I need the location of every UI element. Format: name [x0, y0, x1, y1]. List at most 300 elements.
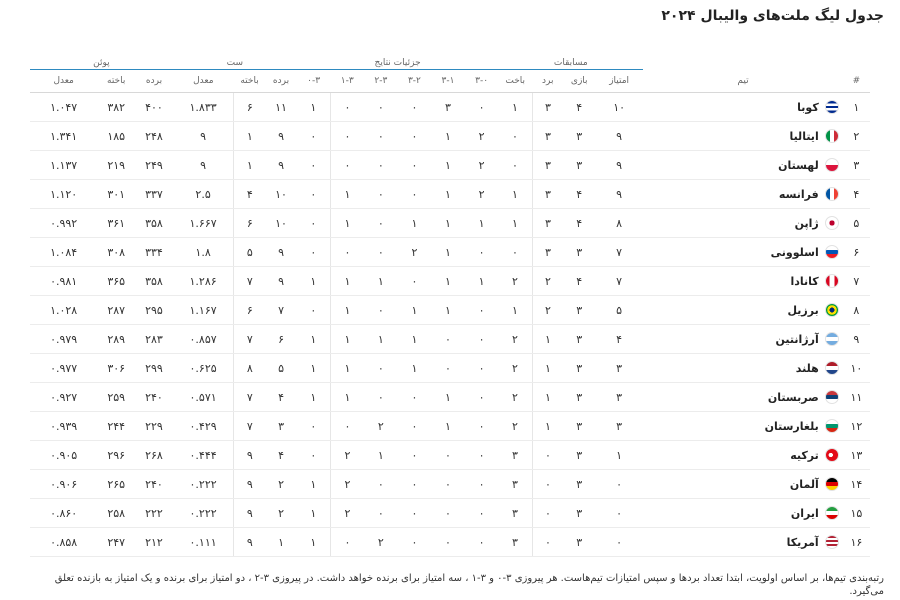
- r23-cell: ۱: [364, 325, 398, 354]
- col-points-lost: باخته: [97, 70, 135, 93]
- points-lost-cell: ۲۸۷: [97, 296, 135, 325]
- flag-canada-icon: [825, 274, 839, 288]
- col-lost: باخت: [498, 70, 532, 93]
- table-body: [30, 93, 870, 557]
- rank-cell: ۱۴: [843, 470, 870, 499]
- sets-lost-cell: ۸: [234, 354, 265, 383]
- sets-lost-cell: ۱: [234, 122, 265, 151]
- points-ratio-cell: ۰.۹۸۱: [30, 267, 97, 296]
- sets-won-cell: ۵: [265, 354, 296, 383]
- points-ratio-cell: ۰.۸۵۸: [30, 528, 97, 557]
- col-points-won: برده: [135, 70, 173, 93]
- r31-cell: ۱: [431, 383, 465, 412]
- won-cell: ۲: [532, 267, 563, 296]
- played-cell: ۳: [563, 238, 594, 267]
- points-won-cell: ۲۲۲: [135, 499, 173, 528]
- col-sets-ratio: معدل: [173, 70, 234, 93]
- group-sets: ست: [173, 48, 297, 70]
- sets-ratio-cell: ۱.۱۶۷: [173, 296, 234, 325]
- r30-cell: ۰: [465, 354, 499, 383]
- group-points: پوئن: [30, 48, 173, 70]
- sets-won-cell: ۹: [265, 122, 296, 151]
- table-row: [30, 412, 870, 441]
- table-row: [30, 122, 870, 151]
- r32-cell: ۱: [398, 209, 432, 238]
- sets-won-cell: ۴: [265, 383, 296, 412]
- lost-cell: ۳: [498, 441, 532, 470]
- points-lost-cell: ۲۶۵: [97, 470, 135, 499]
- lost-cell: ۰: [498, 122, 532, 151]
- score-cell: ۸: [595, 209, 643, 238]
- won-cell: ۱: [532, 383, 563, 412]
- score-cell: ۹: [595, 151, 643, 180]
- lost-cell: ۱: [498, 180, 532, 209]
- won-cell: ۳: [532, 209, 563, 238]
- points-ratio-cell: ۰.۹۰۵: [30, 441, 97, 470]
- r30-cell: ۰: [465, 93, 499, 122]
- lost-cell: ۲: [498, 383, 532, 412]
- sets-won-cell: ۹: [265, 238, 296, 267]
- sets-ratio-cell: ۰.۲۲۲: [173, 470, 234, 499]
- score-cell: ۰: [595, 528, 643, 557]
- points-ratio-cell: ۰.۹۲۷: [30, 383, 97, 412]
- table-row: [30, 383, 870, 412]
- points-ratio-cell: ۰.۹۷۷: [30, 354, 97, 383]
- sets-lost-cell: ۷: [234, 325, 265, 354]
- r31-cell: ۰: [431, 354, 465, 383]
- points-lost-cell: ۳۶۵: [97, 267, 135, 296]
- r30-cell: ۲: [465, 180, 499, 209]
- team-name: کوبا: [797, 100, 819, 114]
- sets-ratio-cell: ۹: [173, 122, 234, 151]
- r31-cell: ۱: [431, 296, 465, 325]
- played-cell: ۳: [563, 354, 594, 383]
- r13-cell: ۱: [330, 383, 364, 412]
- r31-cell: ۱: [431, 180, 465, 209]
- team-name: ترکیه: [790, 448, 819, 462]
- lost-cell: ۳: [498, 470, 532, 499]
- sets-ratio-cell: ۰.۸۵۷: [173, 325, 234, 354]
- team-name: هلند: [795, 361, 819, 375]
- sets-won-cell: ۱۱: [265, 93, 296, 122]
- played-cell: ۳: [563, 499, 594, 528]
- team-cell: [643, 267, 842, 296]
- points-ratio-cell: ۰.۹۰۶: [30, 470, 97, 499]
- flag-slovenia-icon: [825, 245, 839, 259]
- won-cell: ۰: [532, 499, 563, 528]
- table-row: [30, 151, 870, 180]
- column-header-row: [30, 70, 870, 93]
- rank-cell: ۴: [843, 180, 870, 209]
- points-ratio-cell: ۱.۱۳۷: [30, 151, 97, 180]
- lost-cell: ۲: [498, 412, 532, 441]
- table-row: [30, 528, 870, 557]
- sets-ratio-cell: ۰.۴۴۴: [173, 441, 234, 470]
- r23-cell: ۱: [364, 441, 398, 470]
- team-cell: [643, 528, 842, 557]
- sets-won-cell: ۱۰: [265, 180, 296, 209]
- points-ratio-cell: ۰.۸۶۰: [30, 499, 97, 528]
- sets-lost-cell: ۷: [234, 267, 265, 296]
- r13-cell: ۰: [330, 122, 364, 151]
- played-cell: ۳: [563, 325, 594, 354]
- col-won: برد: [532, 70, 563, 93]
- r31-cell: ۱: [431, 151, 465, 180]
- team-name: فرانسه: [778, 187, 819, 201]
- r13-cell: ۱: [330, 325, 364, 354]
- team-cell: [643, 470, 842, 499]
- sets-ratio-cell: ۹: [173, 151, 234, 180]
- played-cell: ۴: [563, 267, 594, 296]
- r30-cell: ۲: [465, 151, 499, 180]
- flag-argentina-icon: [825, 332, 839, 346]
- points-ratio-cell: ۱.۰۸۴: [30, 238, 97, 267]
- flag-cuba-icon: [825, 100, 839, 114]
- r31-cell: ۱: [431, 267, 465, 296]
- team-name: ایران: [790, 506, 819, 520]
- r03-cell: ۰: [297, 151, 331, 180]
- flag-bulgaria-icon: [825, 419, 839, 433]
- lost-cell: ۲: [498, 267, 532, 296]
- sets-won-cell: ۱: [265, 528, 296, 557]
- points-lost-cell: ۲۸۹: [97, 325, 135, 354]
- team-cell: [643, 296, 842, 325]
- points-won-cell: ۲۹۹: [135, 354, 173, 383]
- col-r23: ۲-۳: [364, 70, 398, 93]
- sets-won-cell: ۳: [265, 412, 296, 441]
- won-cell: ۰: [532, 528, 563, 557]
- r31-cell: ۱: [431, 238, 465, 267]
- r30-cell: ۰: [465, 499, 499, 528]
- r03-cell: ۱: [297, 354, 331, 383]
- points-lost-cell: ۳۰۸: [97, 238, 135, 267]
- points-lost-cell: ۲۱۹: [97, 151, 135, 180]
- points-ratio-cell: ۰.۹۷۹: [30, 325, 97, 354]
- score-cell: ۴: [595, 325, 643, 354]
- col-sets-lost: باخته: [234, 70, 265, 93]
- lost-cell: ۳: [498, 499, 532, 528]
- points-lost-cell: ۲۴۷: [97, 528, 135, 557]
- sets-won-cell: ۷: [265, 296, 296, 325]
- table-row: [30, 209, 870, 238]
- played-cell: ۴: [563, 93, 594, 122]
- played-cell: ۴: [563, 209, 594, 238]
- points-lost-cell: ۲۵۹: [97, 383, 135, 412]
- flag-brazil-icon: [825, 303, 839, 317]
- played-cell: ۳: [563, 151, 594, 180]
- played-cell: ۴: [563, 180, 594, 209]
- score-cell: ۳: [595, 412, 643, 441]
- r03-cell: ۰: [297, 238, 331, 267]
- sets-won-cell: ۹: [265, 151, 296, 180]
- lost-cell: ۲: [498, 354, 532, 383]
- points-lost-cell: ۱۸۵: [97, 122, 135, 151]
- col-sets-won: برده: [265, 70, 296, 93]
- points-won-cell: ۳۳۴: [135, 238, 173, 267]
- team-cell: [643, 499, 842, 528]
- points-won-cell: ۲۱۲: [135, 528, 173, 557]
- flag-italy-icon: [825, 129, 839, 143]
- r13-cell: ۰: [330, 528, 364, 557]
- sets-won-cell: ۱۰: [265, 209, 296, 238]
- played-cell: ۳: [563, 470, 594, 499]
- r23-cell: ۰: [364, 296, 398, 325]
- sets-won-cell: ۹: [265, 267, 296, 296]
- flag-germany-icon: [825, 477, 839, 491]
- r32-cell: ۲: [398, 238, 432, 267]
- played-cell: ۳: [563, 441, 594, 470]
- sets-lost-cell: ۷: [234, 383, 265, 412]
- team-name: اسلوونی: [770, 245, 819, 259]
- table-row: [30, 499, 870, 528]
- points-ratio-cell: ۱.۰۲۸: [30, 296, 97, 325]
- points-won-cell: ۳۳۷: [135, 180, 173, 209]
- r32-cell: ۰: [398, 383, 432, 412]
- table-row: [30, 296, 870, 325]
- r32-cell: ۱: [398, 325, 432, 354]
- r30-cell: ۲: [465, 122, 499, 151]
- won-cell: ۳: [532, 122, 563, 151]
- team-cell: [643, 441, 842, 470]
- r30-cell: ۰: [465, 412, 499, 441]
- r23-cell: ۰: [364, 180, 398, 209]
- points-won-cell: ۳۵۸: [135, 209, 173, 238]
- rank-cell: ۱۵: [843, 499, 870, 528]
- r03-cell: ۰: [297, 296, 331, 325]
- team-name: بلغارستان: [764, 419, 819, 433]
- standings-table: [30, 48, 870, 557]
- table-row: [30, 93, 870, 122]
- points-ratio-cell: ۱.۱۲۰: [30, 180, 97, 209]
- team-name: آمریکا: [786, 535, 819, 549]
- team-name: ژاپن: [794, 216, 819, 230]
- r30-cell: ۰: [465, 296, 499, 325]
- sets-ratio-cell: ۱.۶۶۷: [173, 209, 234, 238]
- r32-cell: ۰: [398, 470, 432, 499]
- rank-cell: ۹: [843, 325, 870, 354]
- played-cell: ۳: [563, 296, 594, 325]
- table-row: [30, 238, 870, 267]
- r31-cell: ۰: [431, 470, 465, 499]
- col-rank: #: [843, 70, 870, 93]
- table-row: [30, 354, 870, 383]
- r32-cell: ۰: [398, 441, 432, 470]
- score-cell: ۱۰: [595, 93, 643, 122]
- lost-cell: ۳: [498, 528, 532, 557]
- sets-lost-cell: ۶: [234, 93, 265, 122]
- r03-cell: ۱: [297, 499, 331, 528]
- r31-cell: ۰: [431, 441, 465, 470]
- rank-cell: ۱۳: [843, 441, 870, 470]
- r30-cell: ۰: [465, 441, 499, 470]
- rank-cell: ۸: [843, 296, 870, 325]
- score-cell: ۱: [595, 441, 643, 470]
- group-details: جزئیات نتایج: [297, 48, 499, 70]
- rank-cell: ۱۰: [843, 354, 870, 383]
- r23-cell: ۰: [364, 499, 398, 528]
- sets-ratio-cell: ۰.۲۲۲: [173, 499, 234, 528]
- played-cell: ۳: [563, 528, 594, 557]
- r13-cell: ۱: [330, 180, 364, 209]
- r13-cell: ۱: [330, 296, 364, 325]
- points-lost-cell: ۳۰۶: [97, 354, 135, 383]
- rank-cell: ۶: [843, 238, 870, 267]
- r23-cell: ۰: [364, 354, 398, 383]
- lost-cell: ۱: [498, 296, 532, 325]
- col-r13: ۱-۳: [330, 70, 364, 93]
- sets-lost-cell: ۹: [234, 470, 265, 499]
- r23-cell: ۲: [364, 528, 398, 557]
- played-cell: ۳: [563, 412, 594, 441]
- won-cell: ۲: [532, 296, 563, 325]
- score-cell: ۵: [595, 296, 643, 325]
- score-cell: ۳: [595, 383, 643, 412]
- r32-cell: ۰: [398, 267, 432, 296]
- col-r30: ۳-۰: [465, 70, 499, 93]
- table-row: [30, 470, 870, 499]
- r23-cell: ۰: [364, 238, 398, 267]
- r30-cell: ۰: [465, 383, 499, 412]
- team-cell: [643, 93, 842, 122]
- r03-cell: ۰: [297, 441, 331, 470]
- points-lost-cell: ۲۵۸: [97, 499, 135, 528]
- r13-cell: ۱: [330, 354, 364, 383]
- team-cell: [643, 354, 842, 383]
- r31-cell: ۰: [431, 499, 465, 528]
- flag-poland-icon: [825, 158, 839, 172]
- score-cell: ۹: [595, 122, 643, 151]
- points-won-cell: ۲۲۹: [135, 412, 173, 441]
- points-lost-cell: ۳۸۲: [97, 93, 135, 122]
- r03-cell: ۱: [297, 528, 331, 557]
- team-cell: [643, 238, 842, 267]
- rank-cell: ۲: [843, 122, 870, 151]
- r13-cell: ۲: [330, 470, 364, 499]
- r23-cell: ۰: [364, 209, 398, 238]
- sets-won-cell: ۲: [265, 499, 296, 528]
- r30-cell: ۰: [465, 238, 499, 267]
- points-won-cell: ۲۴۰: [135, 470, 173, 499]
- won-cell: ۱: [532, 412, 563, 441]
- lost-cell: ۱: [498, 209, 532, 238]
- sets-ratio-cell: ۱.۲۸۶: [173, 267, 234, 296]
- table-row: [30, 441, 870, 470]
- played-cell: ۳: [563, 383, 594, 412]
- r03-cell: ۱: [297, 325, 331, 354]
- won-cell: ۳: [532, 180, 563, 209]
- team-cell: [643, 412, 842, 441]
- r31-cell: ۱: [431, 122, 465, 151]
- col-points-ratio: معدل: [30, 70, 97, 93]
- r31-cell: ۰: [431, 325, 465, 354]
- lost-cell: ۱: [498, 93, 532, 122]
- points-won-cell: ۴۰۰: [135, 93, 173, 122]
- r30-cell: ۰: [465, 528, 499, 557]
- sets-lost-cell: ۹: [234, 499, 265, 528]
- points-won-cell: ۲۴۹: [135, 151, 173, 180]
- sets-won-cell: ۶: [265, 325, 296, 354]
- sets-won-cell: ۴: [265, 441, 296, 470]
- points-ratio-cell: ۰.۹۹۲: [30, 209, 97, 238]
- score-cell: ۷: [595, 267, 643, 296]
- lost-cell: ۰: [498, 151, 532, 180]
- played-cell: ۳: [563, 122, 594, 151]
- sets-lost-cell: ۴: [234, 180, 265, 209]
- sets-lost-cell: ۱: [234, 151, 265, 180]
- sets-ratio-cell: ۰.۱۱۱: [173, 528, 234, 557]
- r32-cell: ۰: [398, 180, 432, 209]
- points-won-cell: ۲۴۸: [135, 122, 173, 151]
- rank-cell: ۱: [843, 93, 870, 122]
- r03-cell: ۰: [297, 209, 331, 238]
- won-cell: ۱: [532, 325, 563, 354]
- team-cell: [643, 383, 842, 412]
- points-lost-cell: ۲۴۴: [97, 412, 135, 441]
- col-r31: ۳-۱: [431, 70, 465, 93]
- sets-lost-cell: ۶: [234, 209, 265, 238]
- r03-cell: ۱: [297, 93, 331, 122]
- r03-cell: ۰: [297, 180, 331, 209]
- team-cell: [643, 122, 842, 151]
- sets-ratio-cell: ۰.۶۲۵: [173, 354, 234, 383]
- sets-ratio-cell: ۰.۵۷۱: [173, 383, 234, 412]
- points-won-cell: ۲۶۸: [135, 441, 173, 470]
- lost-cell: ۰: [498, 238, 532, 267]
- r31-cell: ۱: [431, 209, 465, 238]
- r03-cell: ۰: [297, 122, 331, 151]
- group-matches: مسابقات: [498, 48, 643, 70]
- score-cell: ۳: [595, 354, 643, 383]
- sets-ratio-cell: ۲.۵: [173, 180, 234, 209]
- r23-cell: ۱: [364, 267, 398, 296]
- team-cell: [643, 325, 842, 354]
- points-won-cell: ۳۵۸: [135, 267, 173, 296]
- rank-cell: ۱۶: [843, 528, 870, 557]
- rank-cell: ۱۲: [843, 412, 870, 441]
- r03-cell: ۱: [297, 470, 331, 499]
- points-won-cell: ۲۸۳: [135, 325, 173, 354]
- lost-cell: ۲: [498, 325, 532, 354]
- won-cell: ۰: [532, 441, 563, 470]
- points-lost-cell: ۲۹۶: [97, 441, 135, 470]
- score-cell: ۰: [595, 470, 643, 499]
- score-cell: ۰: [595, 499, 643, 528]
- r13-cell: ۰: [330, 93, 364, 122]
- flag-turkey-icon: [825, 448, 839, 462]
- team-cell: [643, 151, 842, 180]
- r13-cell: ۲: [330, 499, 364, 528]
- r32-cell: ۰: [398, 412, 432, 441]
- team-name: برزیل: [787, 303, 819, 317]
- r13-cell: ۱: [330, 209, 364, 238]
- sets-lost-cell: ۶: [234, 296, 265, 325]
- points-lost-cell: ۳۰۱: [97, 180, 135, 209]
- team-name: آلمان: [789, 477, 819, 491]
- r30-cell: ۱: [465, 267, 499, 296]
- points-won-cell: ۲۹۵: [135, 296, 173, 325]
- flag-japan-icon: [825, 216, 839, 230]
- col-r03: ۰-۳: [297, 70, 331, 93]
- r32-cell: ۰: [398, 122, 432, 151]
- r13-cell: ۰: [330, 238, 364, 267]
- sets-lost-cell: ۷: [234, 412, 265, 441]
- points-won-cell: ۲۴۰: [135, 383, 173, 412]
- team-name: لهستان: [778, 158, 819, 172]
- r23-cell: ۲: [364, 412, 398, 441]
- r30-cell: ۱: [465, 209, 499, 238]
- won-cell: ۰: [532, 470, 563, 499]
- score-cell: ۹: [595, 180, 643, 209]
